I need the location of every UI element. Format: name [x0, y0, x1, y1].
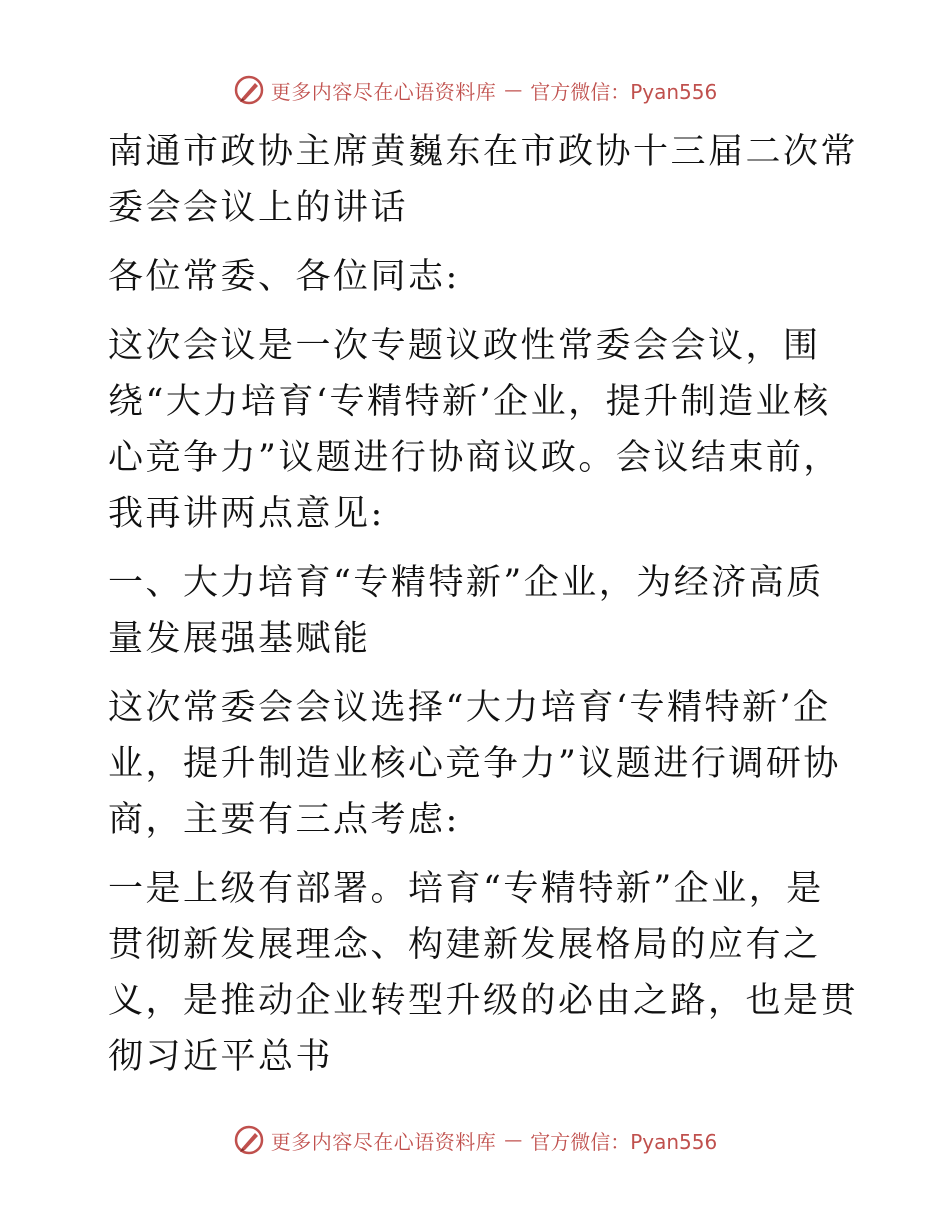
watermark-footer — [0, 1120, 950, 1160]
paragraph: 一是上级有部署。培育“专精特新”企业，是贯彻新发展理念、构建新发展格局的应有之义，是推动企业转型升级的必由之路，也是贯彻习近平总书 — [108, 869, 859, 1077]
watermark-separator: — — [504, 1129, 523, 1151]
document-body — [98, 124, 858, 1098]
watermark-contact: 官方微信：Pyan556 — [530, 79, 718, 104]
paragraph: 这次会议是一次专题议政性常委会会议，围绕“大力培育‘专精特新’企业，提升制造业核心竞争力”议题进行协商议政。会议结束前，我再讲两点意见: — [108, 326, 841, 534]
watermark-text: 更多内容尽在心语资料库 — [270, 79, 497, 104]
watermark-header — [0, 70, 950, 110]
section-heading: 一、大力培育“专精特新”企业，为经济高质量发展强基赋能 — [108, 563, 824, 659]
document-title: 南通市政协主席黄巍东在市政协十三届二次常委会会议上的讲话 — [108, 132, 859, 228]
paragraph: 这次常委会会议选择“大力培育‘专精特新’企业，提升制造业核心竞争力”议题进行调研协商，主要有三点考虑: — [108, 688, 841, 840]
pen-logo-icon — [233, 74, 265, 106]
pen-logo-icon — [233, 1124, 265, 1156]
watermark-contact: 官方微信：Pyan556 — [530, 1129, 718, 1154]
salutation: 各位常委、各位同志: — [108, 257, 460, 297]
watermark-separator: — — [504, 79, 523, 101]
watermark-text: 更多内容尽在心语资料库 — [270, 1129, 497, 1154]
